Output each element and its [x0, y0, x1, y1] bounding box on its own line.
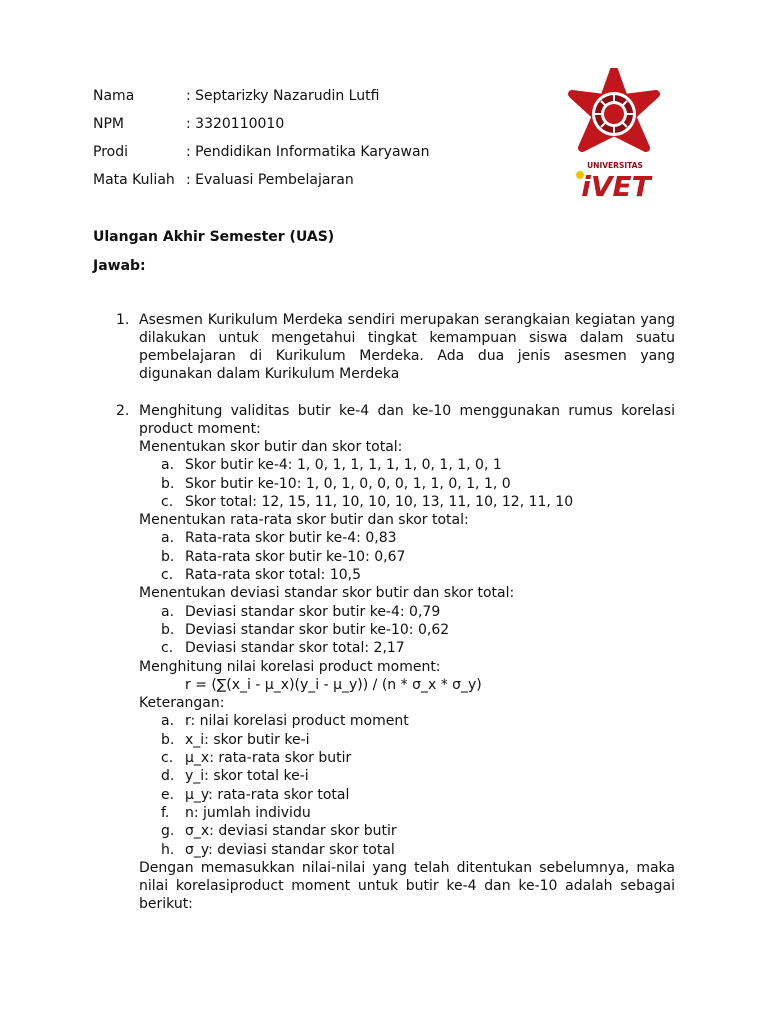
info-label: NPM — [93, 116, 124, 132]
list-item — [139, 456, 675, 474]
list-item — [139, 749, 675, 767]
list-item — [139, 548, 675, 566]
logo-universitas-text: UNIVERSITAS — [587, 161, 643, 170]
rata-heading: Menentukan rata-rata skor butir dan skor total: — [139, 512, 469, 529]
list-item — [139, 731, 675, 749]
list-item — [139, 804, 675, 822]
list-item — [139, 621, 675, 639]
answer-item-1 — [93, 311, 675, 383]
info-row-prodi — [93, 142, 429, 170]
list-letter: b. — [161, 621, 175, 638]
list-text: x_i: skor butir ke-i — [185, 731, 310, 748]
skor-list — [139, 456, 675, 511]
university-logo — [566, 68, 662, 200]
info-value: : Septarizky Nazarudin Lutfi — [186, 88, 380, 104]
list-text: Deviasi standar skor total: 2,17 — [185, 640, 405, 657]
student-info — [93, 86, 429, 198]
answer-item-2 — [93, 402, 675, 913]
logo-ivet-text: iVET — [581, 170, 651, 200]
answer-1-text: Asesmen Kurikulum Merdeka sendiri merupakan serangkaian kegiatan yang dilakukan untuk mengetahui tingkat kemampuan siswa dalam suatu pembelajaran di Kurikulum Merdeka. Ada dua jenis asesmen yang digunakan dalam Kurikulum Merdeka — [139, 312, 675, 382]
deviasi-heading: Menentukan deviasi standar skor butir dan skor total: — [139, 585, 515, 602]
list-letter: c. — [161, 750, 174, 767]
info-label: Nama — [93, 88, 135, 104]
list-letter: a. — [161, 603, 175, 620]
list-item — [139, 841, 675, 859]
list-text: y_i: skor total ke-i — [185, 768, 309, 785]
info-label: Mata Kuliah — [93, 172, 175, 188]
list-item — [139, 566, 675, 584]
info-value: : Pendidikan Informatika Karyawan — [186, 144, 430, 160]
info-row-mata-kuliah — [93, 170, 429, 198]
rata-list — [139, 529, 675, 584]
list-item — [139, 529, 675, 547]
info-value: : Evaluasi Pembelajaran — [186, 172, 354, 188]
list-letter: b. — [161, 548, 175, 565]
list-letter: b. — [161, 475, 175, 492]
list-letter: c. — [161, 567, 174, 584]
list-item — [139, 822, 675, 840]
korelasi-heading: Menghitung nilai korelasi product moment: — [139, 658, 441, 675]
skor-heading: Menentukan skor butir dan skor total: — [139, 439, 403, 455]
list-letter: a. — [161, 713, 175, 730]
list-text: Deviasi standar skor butir ke-10: 0,62 — [185, 621, 450, 638]
list-text: σ_y: deviasi standar skor total — [185, 841, 395, 858]
list-letter: g. — [161, 823, 175, 840]
list-text: Rata-rata skor butir ke-4: 0,83 — [185, 530, 397, 547]
info-row-npm — [93, 114, 429, 142]
list-letter: h. — [161, 841, 175, 858]
list-text: Skor butir ke-10: 1, 0, 1, 0, 0, 0, 1, 1, 0, 1, 1, 0 — [185, 475, 511, 492]
item-number: 1. — [116, 312, 130, 328]
list-text: μ_y: rata-rata skor total — [185, 786, 350, 803]
answer-2-closing: Dengan memasukkan nilai-nilai yang telah ditentukan sebelumnya, maka nilai korelasiproduct moment untuk butir ke-4 dan ke-10 adalah sebagai berikut: — [139, 859, 675, 912]
list-text: Deviasi standar skor butir ke-4: 0,79 — [185, 603, 441, 620]
answer-2-intro: Menghitung validitas butir ke-4 dan ke-10 menggunakan rumus korelasi product moment: — [139, 403, 675, 437]
logo-star — [572, 70, 656, 148]
list-letter: c. — [161, 493, 174, 510]
info-label: Prodi — [93, 144, 128, 160]
list-letter: e. — [161, 786, 175, 803]
list-letter: c. — [161, 640, 174, 657]
exam-title: Ulangan Akhir Semester (UAS) — [93, 229, 335, 245]
list-letter: a. — [161, 457, 175, 474]
list-text: μ_x: rata-rata skor butir — [185, 750, 352, 767]
list-item — [139, 639, 675, 657]
list-text: σ_x: deviasi standar skor butir — [185, 823, 397, 840]
info-value: : 3320110010 — [186, 116, 285, 132]
list-letter: f. — [161, 804, 170, 821]
list-text: Rata-rata skor total: 10,5 — [185, 567, 361, 584]
list-item — [139, 603, 675, 621]
answer-heading: Jawab: — [93, 258, 146, 274]
item-number: 2. — [116, 403, 130, 419]
info-row-nama — [93, 86, 429, 114]
list-item — [139, 786, 675, 804]
list-item — [139, 475, 675, 493]
list-text: Rata-rata skor butir ke-10: 0,67 — [185, 548, 406, 565]
keterangan-list — [139, 712, 675, 858]
list-text: n: jumlah individu — [185, 804, 311, 821]
list-item — [139, 712, 675, 730]
list-letter: b. — [161, 731, 175, 748]
list-letter: d. — [161, 768, 175, 785]
list-text: Skor butir ke-4: 1, 0, 1, 1, 1, 1, 1, 0, 1, 1, 0, 1 — [185, 457, 502, 474]
deviasi-list — [139, 603, 675, 658]
list-text: r: nilai korelasi product moment — [185, 713, 409, 730]
list-text: Skor total: 12, 15, 11, 10, 10, 10, 13, 11, 10, 12, 11, 10 — [185, 493, 574, 510]
list-item — [139, 767, 675, 785]
correlation-formula: r = (∑(x_i - μ_x)(y_i - μ_y)) / (n * σ_x * σ_y) — [185, 676, 482, 693]
keterangan-heading: Keterangan: — [139, 695, 225, 712]
list-letter: a. — [161, 530, 175, 547]
list-item — [139, 493, 675, 511]
answer-list — [93, 311, 675, 913]
